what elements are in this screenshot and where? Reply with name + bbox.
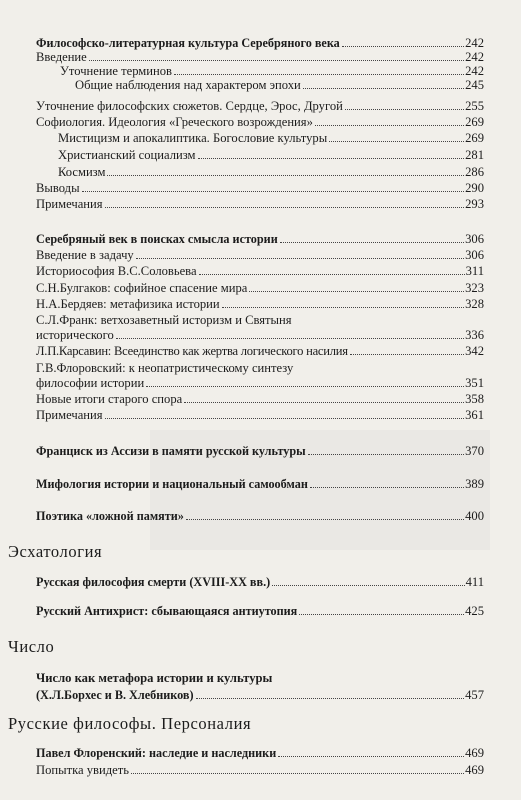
- toc-entry: [36, 575, 484, 589]
- leader-dots: [278, 755, 464, 757]
- toc-entry-page: 281: [465, 148, 484, 162]
- toc-entry-title: Русская философия смерти (XVIII-XX вв.): [36, 575, 271, 589]
- toc-entry: [36, 197, 484, 211]
- toc-entry: [36, 477, 484, 491]
- toc-entry: [60, 64, 484, 78]
- toc-entry-page: 342: [465, 344, 484, 358]
- toc-entry: [36, 604, 484, 618]
- leader-dots: [89, 59, 464, 61]
- leader-dots: [105, 206, 465, 208]
- leader-dots: [272, 584, 464, 586]
- toc-entry-page: 286: [465, 165, 484, 179]
- toc-entry-title-line1: Число как метафора истории и культуры: [36, 671, 273, 685]
- toc-entry-page: 336: [465, 328, 484, 342]
- toc-entry-page: 323: [465, 281, 484, 295]
- toc-entry-title: С.Н.Булгаков: софийное спасение мира: [36, 281, 248, 295]
- toc-entry: [36, 232, 484, 246]
- toc-entry-page: 293: [465, 197, 484, 211]
- toc-entry-title-line1: Г.В.Флоровский: к неопатристическому синтезу: [36, 361, 294, 375]
- leader-dots: [350, 353, 464, 355]
- leader-dots: [342, 45, 464, 47]
- toc-entry: [36, 264, 484, 278]
- toc-entry-title: Космизм: [58, 165, 106, 179]
- leader-dots: [303, 87, 464, 89]
- toc-entry-title: Новые итоги старого спора: [36, 392, 183, 406]
- toc-entry-title: Философско-литературная культура Серебряного века: [36, 36, 340, 50]
- section-heading: Русские философы. Персоналия: [8, 714, 252, 733]
- toc-entry: [36, 99, 484, 113]
- toc-entry-title: Мифология истории и национальный самообман: [36, 477, 308, 491]
- leader-dots: [116, 337, 464, 339]
- toc-entry-title: Уточнение философских сюжетов. Сердце, Эрос, Другой: [36, 99, 343, 113]
- leader-dots: [310, 486, 464, 488]
- toc-entry-page: 290: [465, 181, 484, 195]
- leader-dots: [146, 385, 464, 387]
- toc-entry-title: Франциск из Ассизи в памяти русской культуры: [36, 444, 306, 458]
- toc-entry-page: 269: [465, 131, 484, 145]
- leader-dots: [196, 697, 465, 699]
- toc-entry: [36, 408, 484, 422]
- leader-dots: [186, 518, 464, 520]
- leader-dots: [136, 257, 464, 259]
- toc-entry-page: 411: [465, 575, 484, 589]
- leader-dots: [308, 453, 464, 455]
- toc-entry: [36, 746, 484, 760]
- toc-entry-page: 242: [465, 50, 484, 64]
- toc-entry-page: 469: [465, 746, 484, 760]
- toc-entry-title: Историософия В.С.Соловьева: [36, 264, 197, 278]
- toc-entry: [58, 131, 484, 145]
- toc-entry: [36, 688, 484, 702]
- toc-entry-title: Общие наблюдения над характером эпохи: [75, 78, 301, 92]
- toc-entry: [36, 115, 484, 129]
- toc-entry-title: Серебряный век в поисках смысла истории: [36, 232, 278, 246]
- toc-entry-title: Уточнение терминов: [60, 64, 172, 78]
- toc-entry-title: Мистицизм и апокалиптика. Богословие культуры: [58, 131, 328, 145]
- toc-entry-page: 370: [465, 444, 484, 458]
- toc-entry-page: 306: [465, 248, 484, 262]
- toc-entry-page: 242: [465, 64, 484, 78]
- toc-entry: [58, 148, 484, 162]
- leader-dots: [105, 417, 465, 419]
- toc-entry-title: Русский Антихрист: сбывающаяся антиутопия: [36, 604, 298, 618]
- toc-entry: [36, 444, 484, 458]
- leader-dots: [107, 174, 464, 176]
- toc-entry-page: 311: [465, 264, 484, 278]
- toc-entry-title: Софиология. Идеология «Греческого возрождения»: [36, 115, 313, 129]
- toc-entry-title: Примечания: [36, 197, 103, 211]
- toc-entry-page: 351: [465, 376, 484, 390]
- leader-dots: [184, 401, 464, 403]
- toc-entry-title: Павел Флоренский: наследие и наследники: [36, 746, 277, 760]
- toc-entry-page: 469: [465, 763, 484, 777]
- toc-entry: [36, 181, 484, 195]
- section-heading: Эсхатология: [8, 542, 103, 561]
- leader-dots: [345, 108, 464, 110]
- leader-dots: [198, 157, 465, 159]
- toc-entry-page: 255: [465, 99, 484, 113]
- leader-dots: [280, 241, 464, 243]
- toc-entry: [36, 763, 484, 777]
- leader-dots: [222, 306, 464, 308]
- toc-entry-page: 245: [465, 78, 484, 92]
- toc-entry-title: Н.А.Бердяев: метафизика истории: [36, 297, 220, 311]
- toc-entry-title-line1: С.Л.Франк: ветхозаветный историзм и Святыня: [36, 313, 292, 327]
- toc-entry: [36, 50, 484, 64]
- toc-entry-page: 242: [465, 36, 484, 50]
- toc-entry-page: 358: [465, 392, 484, 406]
- toc-entry-title: Христианский социализм: [58, 148, 196, 162]
- toc-entry: [36, 328, 484, 342]
- toc-entry: [36, 281, 484, 295]
- leader-dots: [199, 273, 465, 275]
- toc-entry: [36, 297, 484, 311]
- toc-entry-title: Введение в задачу: [36, 248, 134, 262]
- toc-entry-title: философии истории: [36, 376, 145, 390]
- toc-entry-title: Л.П.Карсавин: Всеединство как жертва логического насилия: [36, 344, 348, 358]
- leader-dots: [299, 613, 464, 615]
- toc-entry: [58, 165, 484, 179]
- toc-entry-page: 361: [465, 408, 484, 422]
- toc-entry-page: 389: [465, 477, 484, 491]
- toc-entry: [36, 376, 484, 390]
- toc-entry: [36, 344, 484, 358]
- toc-entry-page: 269: [465, 115, 484, 129]
- toc-entry-title: Поэтика «ложной памяти»: [36, 509, 184, 523]
- toc-entry: [36, 248, 484, 262]
- toc-entry-title: Попытка увидеть: [36, 763, 129, 777]
- toc-entry-title: Введение: [36, 50, 87, 64]
- toc-entry-page: 457: [465, 688, 484, 702]
- leader-dots: [174, 73, 464, 75]
- leader-dots: [131, 772, 464, 774]
- toc-entry-page: 328: [465, 297, 484, 311]
- toc-entry-title: Выводы: [36, 181, 80, 195]
- toc-entry-page: 400: [465, 509, 484, 523]
- leader-dots: [249, 290, 464, 292]
- section-heading: Число: [8, 637, 55, 656]
- toc-entry: [36, 509, 484, 523]
- toc-entry: [36, 392, 484, 406]
- toc-entry: [75, 78, 484, 92]
- leader-dots: [329, 140, 464, 142]
- toc-entry-title: (Х.Л.Борхес и В. Хлебников): [36, 688, 194, 702]
- leader-dots: [82, 190, 465, 192]
- leader-dots: [315, 124, 464, 126]
- toc-entry: [36, 36, 484, 50]
- toc-entry-page: 425: [465, 604, 484, 618]
- toc-entry-title: Примечания: [36, 408, 103, 422]
- toc-entry-title: исторического: [36, 328, 114, 342]
- toc-entry-page: 306: [465, 232, 484, 246]
